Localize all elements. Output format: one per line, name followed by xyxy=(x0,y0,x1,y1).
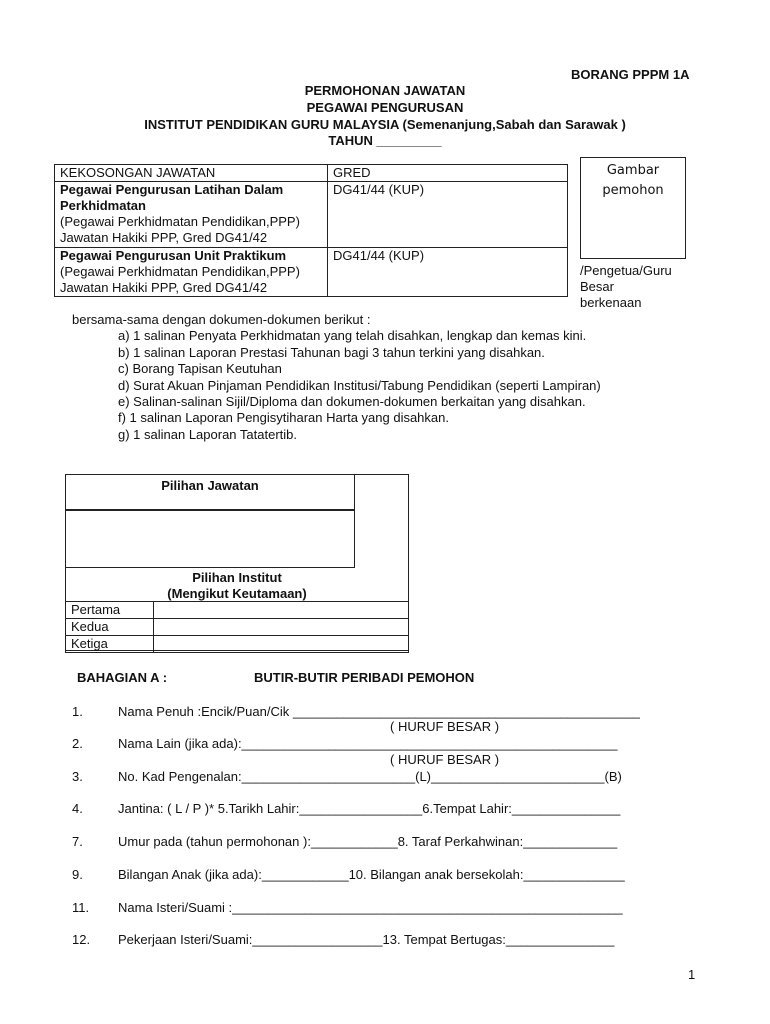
spouse-job-field[interactable]: Pekerjaan Isteri/Suami:__________________13. Tempat Bertugas:_______________ xyxy=(118,932,615,947)
spouse-name-field[interactable]: Nama Isteri/Suami :______________________________________________________ xyxy=(118,900,623,915)
title-line-1: PERMOHONAN JAWATAN xyxy=(304,83,466,98)
field-number: 3. xyxy=(72,769,83,784)
side-text xyxy=(580,263,672,311)
vacancy-title: Pegawai Pengurusan Unit Praktikum xyxy=(60,248,287,263)
choice-label-first: Pertama xyxy=(66,602,154,619)
section-a-title: BUTIR-BUTIR PERIBADI PEMOHON xyxy=(254,670,475,685)
uppercase-note: ( HURUF BESAR ) xyxy=(390,719,500,734)
document-item: b) 1 salinan Laporan Prestasi Tahunan bagi 3 tahun terkini yang disahkan. xyxy=(118,345,545,360)
document-item: f) 1 salinan Laporan Pengisytiharan Harta yang disahkan. xyxy=(118,410,449,425)
title-line-2: PEGAWAI PENGURUSAN xyxy=(306,100,464,115)
document-item: d) Surat Akuan Pinjaman Pendidikan Institusi/Tabung Pendidikan (seperti Lampiran) xyxy=(118,378,601,393)
side-text-line-3: berkenaan xyxy=(580,295,642,310)
side-text-line-2: Besar xyxy=(580,279,614,294)
choice-label-third: Ketiga xyxy=(66,636,154,653)
vacancy-scheme: (Pegawai Perkhidmatan Pendidikan,PPP) xyxy=(60,264,300,279)
vacancy-row xyxy=(55,248,328,297)
institute-choice-label: Pilihan Institut xyxy=(192,570,282,585)
uppercase-note: ( HURUF BESAR ) xyxy=(390,752,500,767)
gender-birth-field[interactable]: Jantina: ( L / P )* 5.Tarikh Lahir:_________________6.Tempat Lahir:_______________ xyxy=(118,801,621,816)
document-item: c) Borang Tapisan Keutuhan xyxy=(118,361,282,376)
vacancy-row xyxy=(55,182,328,248)
job-choice-header xyxy=(65,474,355,510)
vacancy-grade: DG41/44 (KUP) xyxy=(328,182,568,248)
photo-label-line-2: pemohon xyxy=(602,183,664,198)
applicant-photo-box[interactable] xyxy=(580,157,686,259)
job-choice-label: Pilihan Jawatan xyxy=(161,478,259,493)
vacancy-title: Pegawai Pengurusan Latihan Dalam Perkhidmatan xyxy=(60,182,284,213)
field-number: 4. xyxy=(72,801,83,816)
vacancy-grade-note: Jawatan Hakiki PPP, Gred DG41/42 xyxy=(60,280,268,295)
choice-input-third[interactable] xyxy=(154,636,409,653)
document-item: g) 1 salinan Laporan Tatatertib. xyxy=(118,427,297,442)
side-text-line-1: /Pengetua/Guru xyxy=(580,263,672,278)
title-line-4: TAHUN _________ xyxy=(328,133,442,148)
document-item: e) Salinan-salinan Sijil/Diploma dan dokumen-dokumen berkaitan yang disahkan. xyxy=(118,394,586,409)
institute-choice-table xyxy=(65,601,409,653)
field-number: 7. xyxy=(72,834,83,849)
priority-note: (Mengikut Keutamaan) xyxy=(167,586,307,601)
vacancy-grade: DG41/44 (KUP) xyxy=(328,248,568,297)
vacancy-grade-note: Jawatan Hakiki PPP, Gred DG41/42 xyxy=(60,230,268,245)
ic-number-field[interactable]: No. Kad Pengenalan:________________________(L)________________________(B) xyxy=(118,769,622,784)
field-number: 2. xyxy=(72,736,83,751)
field-number: 9. xyxy=(72,867,83,882)
other-name-field[interactable]: Nama Lain (jika ada):____________________________________________________ xyxy=(118,736,618,751)
photo-label-line-1: Gambar xyxy=(606,163,660,178)
vacancy-table xyxy=(54,164,568,297)
field-number: 11. xyxy=(72,900,90,915)
children-field[interactable]: Bilangan Anak (jika ada):____________10. Bilangan anak bersekolah:______________ xyxy=(118,867,625,882)
documents-intro: bersama-sama dengan dokumen-dokumen berikut : xyxy=(72,312,371,327)
choice-input-second[interactable] xyxy=(154,619,409,636)
vacancy-header: KEKOSONGAN JAWATAN xyxy=(55,165,328,182)
title-line-3: INSTITUT PENDIDIKAN GURU MALAYSIA (Semenanjung,Sabah dan Sarawak ) xyxy=(144,117,626,132)
field-number: 12. xyxy=(72,932,91,947)
document-item: a) 1 salinan Penyata Perkhidmatan yang telah disahkan, lengkap dan kemas kini. xyxy=(118,328,587,343)
vacancy-scheme: (Pegawai Perkhidmatan Pendidikan,PPP) xyxy=(60,214,300,229)
choice-input-first[interactable] xyxy=(154,602,409,619)
choice-label-second: Kedua xyxy=(66,619,154,636)
field-number: 1. xyxy=(72,704,83,719)
form-code: BORANG PPPM 1A xyxy=(571,67,690,82)
job-choice-input[interactable] xyxy=(65,510,355,568)
page-number: 1 xyxy=(688,967,696,982)
section-a-label: BAHAGIAN A : xyxy=(77,670,168,685)
full-name-field[interactable]: Nama Penuh :Encik/Puan/Cik ________________________________________________ xyxy=(118,704,640,719)
grade-header: GRED xyxy=(328,165,568,182)
age-marital-field[interactable]: Umur pada (tahun permohonan ):____________8. Taraf Perkahwinan:_____________ xyxy=(118,834,618,849)
